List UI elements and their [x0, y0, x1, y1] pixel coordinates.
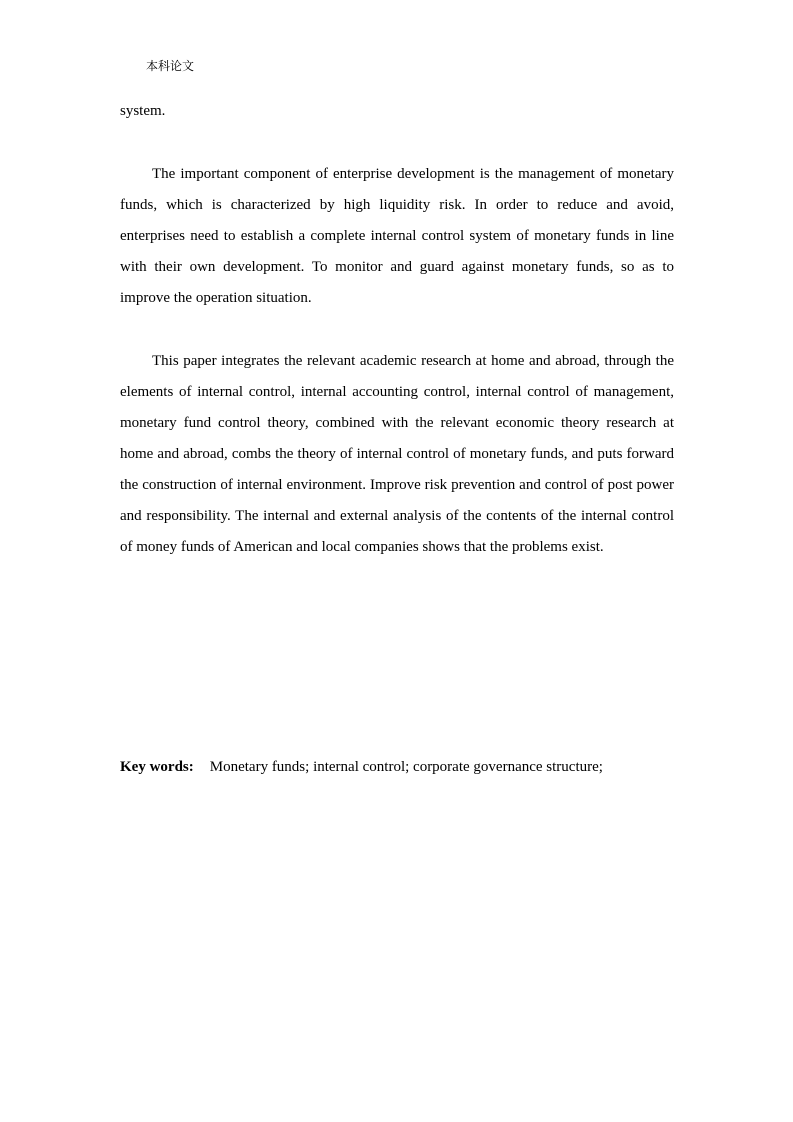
running-header: 本科论文 — [146, 59, 195, 73]
keywords-text: Monetary funds; internal control; corporate governance structure; — [209, 759, 603, 775]
keywords-line — [120, 752, 674, 783]
abstract-paragraph-2: This paper integrates the relevant academic research at home and abroad, through the elements of internal control, internal accounting control, internal control of management, monetary fund control theory, combined with the relevant economic theory research at home and abroad, combs the theory of internal control of monetary funds, and puts forward the construction of internal environment. Improve risk prevention and control of post power and responsibility. The internal and external analysis of the contents of the internal control of money funds of American and local companies shows that the problems exist. — [120, 353, 674, 555]
keywords-label: Key words: — [120, 759, 194, 775]
continuation-text: system. — [120, 103, 166, 119]
abstract-paragraph-1: The important component of enterprise development is the management of monetary funds, which is characterized by high liquidity risk. In order to reduce and avoid, enterprises need to establish a complete internal control system of monetary funds in line with their own development. To monitor and guard against monetary funds, so as to improve the operation situation. — [120, 166, 674, 306]
